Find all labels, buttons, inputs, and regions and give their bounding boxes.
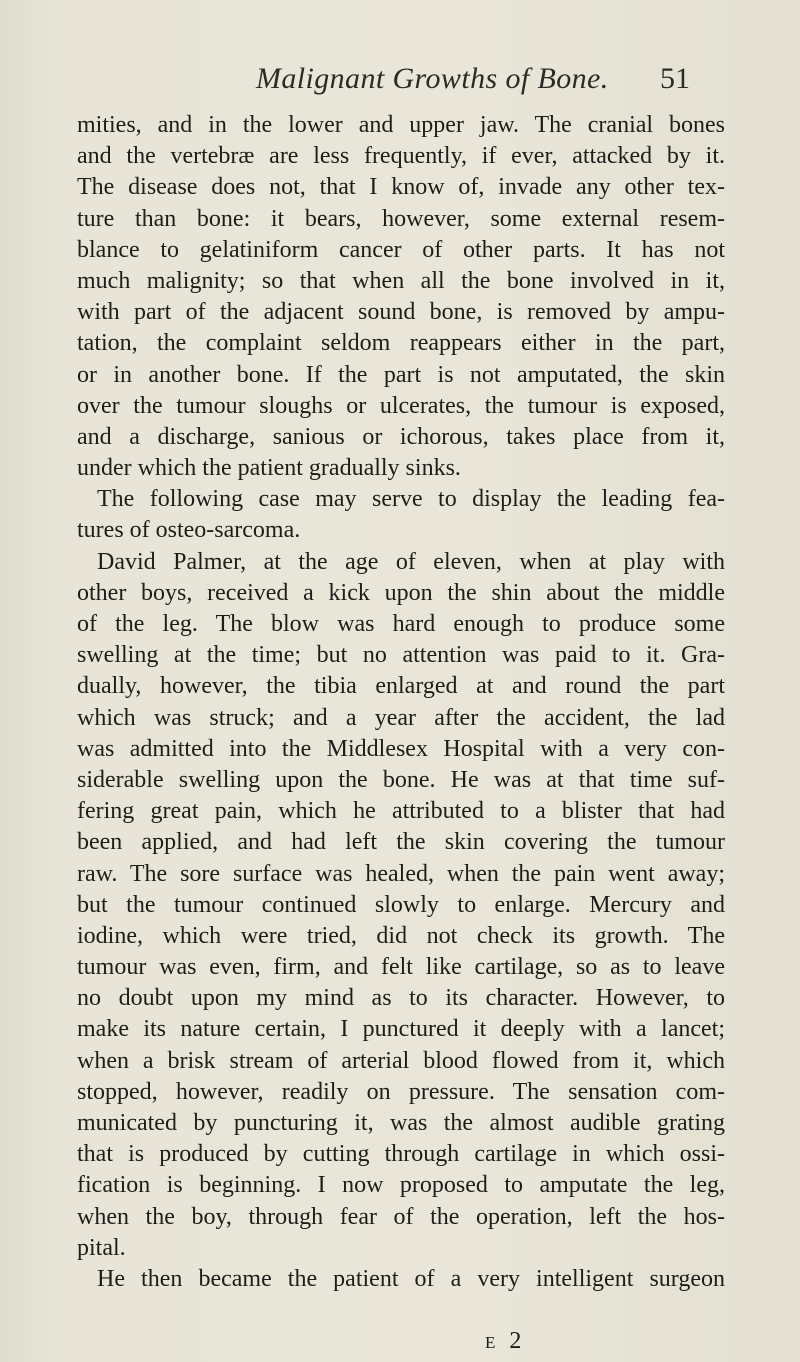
text-line: siderable swelling upon the bone. He was at that time suf- <box>77 766 725 793</box>
text-line: ture than bone: it bears, however, some external resem- <box>77 205 725 232</box>
text-line: was admitted into the Middlesex Hospital with a very con- <box>77 735 725 762</box>
running-title: Malignant Growths of Bone. <box>256 62 609 95</box>
text-line: blance to gelatiniform cancer of other parts. It has not <box>77 236 725 263</box>
signature-letter: E <box>485 1333 500 1352</box>
text-line: swelling at the time; but no attention was paid to it. Gra- <box>77 642 725 669</box>
text-line: which was struck; and a year after the accident, the lad <box>77 704 725 731</box>
text-line: other boys, received a kick upon the shin about the middle <box>77 579 725 606</box>
text-line: The disease does not, that I know of, invade any other tex- <box>77 174 725 201</box>
text-line: iodine, which were tried, did not check its growth. The <box>77 922 725 949</box>
text-line: no doubt upon my mind as to its character. However, to <box>77 985 725 1012</box>
text-line: make its nature certain, I punctured it deeply with a lancet; <box>77 1016 725 1043</box>
text-line: raw. The sore surface was healed, when the pain went away; <box>77 860 725 887</box>
text-line: dually, however, the tibia enlarged at and round the part <box>77 673 725 700</box>
signature-mark <box>485 1328 525 1355</box>
text-line: fication is beginning. I now proposed to amputate the leg, <box>77 1172 725 1199</box>
text-line: over the tumour sloughs or ulcerates, the tumour is exposed, <box>77 392 725 419</box>
text-line: that is produced by cutting through cartilage in which ossi- <box>77 1141 725 1168</box>
text-line: David Palmer, at the age of eleven, when at play with <box>97 548 725 575</box>
signature-number: 2 <box>509 1328 526 1354</box>
text-line: tumour was even, firm, and felt like cartilage, so as to leave <box>77 954 725 981</box>
text-line: fering great pain, which he attributed to a blister that had <box>77 798 725 825</box>
text-line: He then became the patient of a very intelligent surgeon <box>97 1265 725 1292</box>
text-line: pital. <box>77 1234 126 1261</box>
text-line: municated by puncturing it, was the almost audible grating <box>77 1110 725 1136</box>
text-line: with part of the adjacent sound bone, is removed by ampu- <box>77 299 725 326</box>
page-header <box>0 62 800 102</box>
text-line: much malignity; so that when all the bone involved in it, <box>77 267 725 294</box>
page-number: 51 <box>660 62 690 95</box>
text-line: under which the patient gradually sinks. <box>77 455 461 482</box>
text-line: of the leg. The blow was hard enough to produce some <box>77 611 725 637</box>
text-line: when the boy, through fear of the operation, left the hos- <box>77 1203 725 1230</box>
body-text <box>77 110 725 1295</box>
text-line: stopped, however, readily on pressure. The sensation com- <box>77 1078 725 1105</box>
text-line: been applied, and had left the skin covering the tumour <box>77 829 725 856</box>
text-line: tures of osteo-sarcoma. <box>77 517 301 544</box>
text-line: and the vertebræ are less frequently, if ever, attacked by it. <box>77 143 725 170</box>
text-line: The following case may serve to display the leading fea- <box>97 486 725 513</box>
text-line: and a discharge, sanious or ichorous, takes place from it, <box>77 423 725 450</box>
text-line: but the tumour continued slowly to enlarge. Mercury and <box>77 891 725 918</box>
text-line: mities, and in the lower and upper jaw. The cranial bones <box>77 112 725 138</box>
text-line: or in another bone. If the part is not amputated, the skin <box>77 361 725 388</box>
text-line: tation, the complaint seldom reappears either in the part, <box>77 330 725 357</box>
text-line: when a brisk stream of arterial blood flowed from it, which <box>77 1047 725 1074</box>
